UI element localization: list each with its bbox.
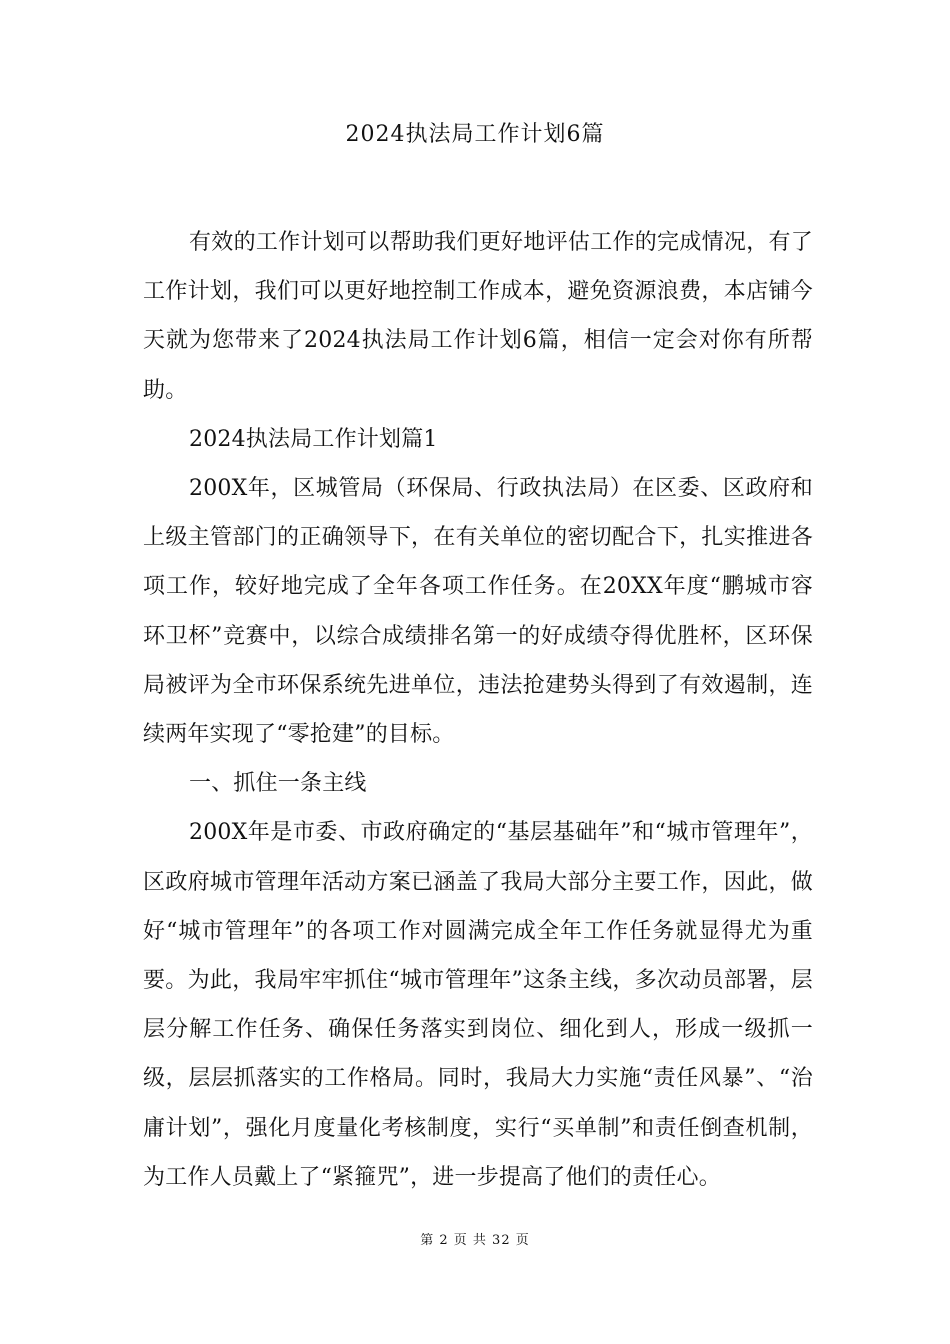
body-paragraph: 200X年，区城管局（环保局、行政执法局）在区委、区政府和上级主管部门的正确领导下，在有关单位的密切配合下，扎实推进各项工作，较好地完成了全年各项工作任务。在20XX年度“鹏城市容环卫杯”竞赛中，以综合成绩排名第一的好成绩夺得优胜杯，区环保局被评为全市环保系统先进单位，违法抢建势头得到了有效遏制，连续两年实现了“零抢建”的目标。 [143, 476, 813, 748]
document-title: 2024执法局工作计划6篇 [345, 122, 605, 147]
section-heading-plan-1: 2024执法局工作计划篇1 [189, 426, 438, 452]
document-body [143, 218, 813, 1202]
intro-paragraph: 有效的工作计划可以帮助我们更好地评估工作的完成情况，有了工作计划，我们可以更好地控制工作成本，避免资源浪费，本店铺今天就为您带来了2024执法局工作计划6篇，相信一定会对你有所帮助。 [143, 230, 813, 403]
page-footer: 第 2 页 共 32 页 [420, 1233, 530, 1248]
section-heading-main-line: 一、抓住一条主线 [189, 771, 367, 797]
body-paragraph: 200X年是市委、市政府确定的“基层基础年”和“城市管理年”，区政府城市管理年活动方案已涵盖了我局大部分主要工作，因此，做好“城市管理年”的各项工作对圆满完成全年工作任务就显得尤为重要。为此，我局牢牢抓住“城市管理年”这条主线，多次动员部署，层层分解工作任务、确保任务落实到岗位、细化到人，形成一级抓一级，层层抓落实的工作格局。同时，我局大力实施“责任风暴”、“治庸计划”，强化月度量化考核制度，实行“买单制”和责任倒查机制，为工作人员戴上了“紧箍咒”，进一步提高了他们的责任心。 [143, 820, 813, 1190]
